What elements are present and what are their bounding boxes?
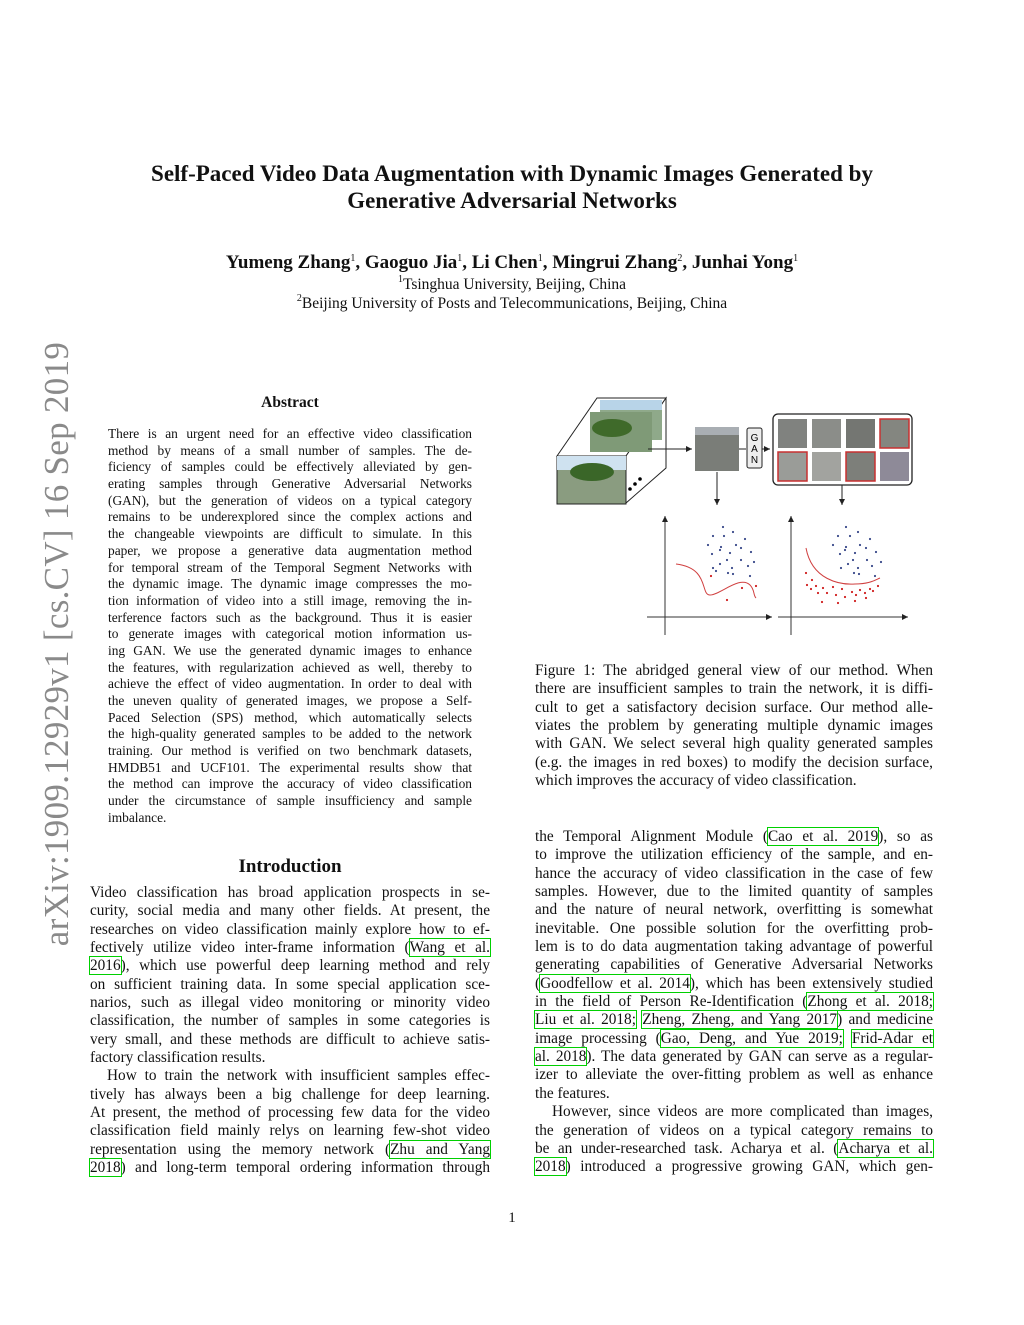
scatter-point	[732, 573, 734, 575]
scatter-point	[707, 544, 709, 546]
citation-link[interactable]: Gao, Deng, and Yue 2019;	[660, 1029, 843, 1047]
scatter-point	[826, 592, 828, 594]
text-segment: ) and long-term temporal ordering information through	[120, 1159, 490, 1177]
text-line	[108, 710, 472, 727]
citation-link[interactable]: 2018	[90, 1159, 121, 1177]
affiliation-text: Beijing University of Posts and Telecommunications, Beijing, China	[301, 295, 728, 312]
text-line	[535, 754, 933, 772]
text-segment: How to train the network with insufficient samples effec-	[107, 1067, 490, 1085]
scatter-point	[749, 575, 751, 577]
text-segment: Video classification has broad application prospects in se-	[90, 884, 490, 901]
text-line	[108, 426, 472, 443]
text-segment: the features, with regularization achieved as well, thereby to	[108, 659, 472, 675]
text-line	[535, 1066, 933, 1084]
generated-images-panel	[773, 414, 912, 485]
scatter-point	[839, 553, 841, 555]
scatter-point	[722, 526, 724, 528]
text-line	[90, 994, 490, 1012]
text-segment: Figure 1: The abridged general view of our method. When	[535, 662, 933, 679]
text-segment: tively has always been a big challenge for deep learning.	[90, 1085, 490, 1103]
scatter-point	[865, 547, 867, 549]
text-line	[108, 459, 472, 476]
text-line	[535, 680, 933, 698]
scatter-point	[744, 538, 746, 540]
text-line	[535, 920, 933, 938]
decision-plot-before	[647, 516, 772, 635]
author-name: Gaoguo Jia	[364, 252, 458, 273]
text-segment: tion information of video into a still image, removing the in-	[108, 592, 472, 608]
text-line	[535, 993, 933, 1011]
text-line	[90, 1159, 490, 1177]
citation-link[interactable]: Zheng, Zheng, and Yang 2017	[642, 1011, 838, 1029]
citation-link[interactable]: 2018	[535, 1158, 566, 1176]
text-line	[90, 902, 490, 920]
scatter-point	[817, 592, 819, 594]
text-segment: with GAN. We select several high quality generated samples	[535, 735, 933, 753]
scatter-point	[851, 591, 853, 593]
scatter-point	[852, 559, 854, 561]
text-line	[535, 865, 933, 883]
text-line	[108, 593, 472, 610]
text-segment: ), so as	[878, 828, 933, 845]
decision-plot-after	[778, 516, 908, 635]
text-line	[108, 660, 472, 677]
text-line	[90, 1049, 490, 1067]
author-name: Junhai Yong	[691, 252, 794, 273]
text-line	[108, 610, 472, 627]
text-segment: classification, the number of samples in some categories is	[90, 1012, 490, 1030]
text-segment: method by means of a small number of samples. The de-	[108, 442, 472, 458]
scatter-point	[849, 535, 851, 537]
scatter-point	[837, 535, 839, 537]
author	[692, 252, 798, 273]
selected-sample-box	[880, 419, 909, 448]
affiliation-mark: 2	[296, 293, 302, 304]
text-line	[108, 693, 472, 710]
text-line	[535, 735, 933, 753]
affiliation	[0, 276, 1024, 294]
scatter-point	[727, 572, 729, 574]
citation-link[interactable]: Wang et al.	[409, 939, 490, 957]
scatter-point	[715, 570, 717, 572]
text-segment: under the circumstance of sample insufficiency and sample	[108, 793, 472, 809]
text-segment: ing GAN. We use the generated dynamic images to enhance	[108, 642, 472, 658]
scatter-point	[723, 535, 725, 537]
figure-1-diagram	[540, 390, 930, 650]
text-segment: factory classification results.	[90, 1049, 266, 1067]
scatter-point	[735, 544, 737, 546]
scatter-point	[753, 561, 755, 563]
video-frames-cube	[557, 398, 666, 504]
text-segment: ) and medicine	[837, 1011, 933, 1029]
text-line	[535, 1011, 933, 1029]
text-line	[108, 810, 472, 827]
text-segment: training. Our method is verified on two benchmark datasets,	[108, 743, 472, 759]
text-line	[535, 1158, 933, 1176]
text-segment: achieve the effect of video augmentation. In order to deal with	[108, 676, 472, 692]
text-line	[535, 1122, 933, 1140]
text-segment: the features.	[535, 1084, 610, 1102]
text-line	[108, 776, 472, 793]
text-segment: Paced Selection (SPS) method, which automatically selects	[108, 709, 472, 725]
text-segment: the dynamic image. The dynamic image compresses the mo-	[108, 576, 472, 592]
scatter-point	[712, 535, 714, 537]
scatter-point	[869, 538, 871, 540]
text-segment: ). The data generated by GAN can serve as a regular-	[586, 1048, 933, 1066]
text-segment: (GAN), but the generation of videos on a typical category	[108, 492, 472, 508]
citation-link[interactable]: Frid-Adar et	[851, 1029, 934, 1047]
citation-link[interactable]: 2016	[90, 957, 121, 975]
text-segment: However, since videos are more complicated than images,	[552, 1103, 933, 1121]
scatter-point	[845, 546, 847, 548]
text-line	[90, 1067, 490, 1085]
selected-sample-box	[778, 452, 807, 481]
scatter-point	[845, 526, 847, 528]
paper-title	[0, 160, 1024, 214]
scatter-point	[711, 553, 713, 555]
citation-link[interactable]: Acharya et al.	[838, 1139, 934, 1157]
scatter-point	[811, 579, 813, 581]
scatter-point	[712, 567, 714, 569]
scatter-point	[726, 559, 728, 561]
scatter-point	[837, 602, 839, 604]
scatter-point	[805, 572, 807, 574]
text-segment: inevitable. One possible solution for the overfitting prob-	[535, 919, 933, 937]
abstract-heading: Abstract	[261, 394, 319, 411]
text-segment: the high-quality generated samples to be added to the network	[108, 726, 472, 742]
scatter-point	[872, 590, 874, 592]
scatter-point	[821, 601, 823, 603]
text-line	[535, 717, 933, 735]
text-line	[108, 493, 472, 510]
gan-letter: N	[750, 455, 759, 466]
text-line	[90, 1122, 490, 1140]
text-line	[535, 938, 933, 956]
scatter-point	[847, 563, 849, 565]
text-line	[108, 526, 472, 543]
text-segment: which improves the accuracy of video classification.	[535, 772, 857, 790]
text-line	[108, 476, 472, 493]
text-segment: imbalance.	[108, 809, 167, 825]
text-segment: representation using the memory network (	[90, 1140, 391, 1158]
scatter-point	[835, 594, 837, 596]
text-line	[535, 1140, 933, 1158]
text-line	[90, 921, 490, 939]
text-segment: ) introduced a progressive growing GAN, which gen-	[565, 1158, 933, 1176]
scatter-point	[822, 587, 824, 589]
text-segment: to improve the utilization efficiency of the sample, and en-	[535, 846, 933, 864]
title-line: Generative Adversarial Networks	[347, 188, 677, 213]
scatter-point	[710, 575, 712, 577]
text-segment: very small, and these methods are difficult to achieve satis-	[90, 1030, 490, 1048]
scatter-point	[864, 592, 866, 594]
text-segment: ), which use powerful deep learning method and rely	[120, 957, 490, 975]
selected-sample-box	[846, 452, 875, 481]
text-segment: classification field mainly relys on learning few-shot video	[90, 1122, 490, 1140]
text-segment: At present, the method of processing few data for the video	[90, 1104, 490, 1122]
scatter-point	[880, 561, 882, 563]
text-line	[90, 976, 490, 994]
scatter-point	[719, 549, 721, 551]
title-line: Self-Paced Video Data Augmentation with Dynamic Images Generated by	[151, 161, 873, 186]
text-line	[535, 662, 933, 680]
text-line	[108, 626, 472, 643]
text-line	[108, 726, 472, 743]
scatter-point	[806, 584, 808, 586]
citation-link[interactable]: Goodfellow et al. 2014	[540, 974, 690, 992]
text-line	[108, 676, 472, 693]
right-column-body	[535, 828, 933, 1177]
author-affiliation-mark: 1	[793, 253, 799, 264]
text-line	[108, 543, 472, 560]
scatter-point	[841, 588, 843, 590]
scatter-point	[720, 546, 722, 548]
text-segment: samples. However, due to the limited quantity of samples	[535, 883, 933, 901]
text-line	[90, 939, 490, 957]
scatter-point	[875, 551, 877, 553]
scatter-point	[869, 588, 871, 590]
scatter-point	[726, 599, 728, 601]
figure-1-caption	[535, 662, 933, 790]
scatter-point	[877, 585, 879, 587]
text-segment: image processing (	[535, 1029, 661, 1047]
scatter-point	[832, 544, 834, 546]
scatter-point	[858, 573, 860, 575]
text-line	[108, 760, 472, 777]
text-line	[90, 1104, 490, 1122]
text-segment: the generation of videos on a typical category remains to	[535, 1121, 933, 1139]
scatter-point	[871, 565, 873, 567]
introduction-heading: Introduction	[238, 856, 342, 877]
text-segment: (	[535, 974, 541, 992]
text-line	[535, 901, 933, 919]
text-segment: be an under-researched task. Acharya et al. (	[535, 1139, 839, 1157]
text-line	[535, 828, 933, 846]
text-segment: cult to get a satisfactory decision surface. Our method alle-	[535, 698, 933, 716]
citation-link[interactable]: Cao et al. 2019	[767, 828, 879, 845]
text-line	[90, 884, 490, 902]
arxiv-identifier-stamp: arXiv:1909.12929v1 [cs.CV] 16 Sep 2019	[37, 341, 76, 947]
text-segment: erating samples through Generative Adversarial Networks	[108, 476, 472, 492]
text-line	[90, 1086, 490, 1104]
scatter-point	[747, 565, 749, 567]
text-line	[108, 560, 472, 577]
scatter-point	[859, 544, 861, 546]
text-segment: viates the problem by generating multiple dynamic images	[535, 717, 933, 735]
gan-letter: A	[751, 444, 758, 455]
author: Gaoguo Jia$^1$,	[364, 252, 472, 273]
author: Yumeng Zhang$^1$,	[225, 252, 365, 273]
text-segment: curity, social media and many other fields. At present, the	[90, 902, 490, 920]
author-list	[0, 252, 1024, 274]
text-segment: ), which has been extensively studied	[689, 974, 933, 992]
text-segment: terference factors such as the background. Thus it is easier	[108, 609, 472, 625]
text-line	[108, 509, 472, 526]
scatter-point	[755, 585, 757, 587]
text-segment: fectively utilize video inter-frame information (	[90, 939, 410, 957]
text-line	[535, 846, 933, 864]
text-line	[535, 956, 933, 974]
text-segment: the changeable viewpoints are difficult to simulate. In this	[108, 526, 472, 542]
text-segment: HMDB51 and UCF101. The experimental results show that	[108, 759, 472, 775]
scatter-point	[853, 572, 855, 574]
affiliation-mark: 1	[397, 274, 403, 285]
text-segment: (e.g. the images in red boxes) to modify the decision surface,	[535, 753, 933, 771]
introduction-body	[90, 884, 490, 1178]
scatter-point	[740, 547, 742, 549]
author-affiliation-mark: 2	[677, 253, 683, 264]
text-segment: generating capabilities of Generative Adversarial Networks	[535, 956, 933, 974]
text-line	[90, 1031, 490, 1049]
text-segment: the Temporal Alignment Module (	[535, 828, 768, 845]
author-affiliation-mark: 1	[350, 253, 356, 264]
text-line	[90, 1141, 490, 1159]
affiliation-text: Tsinghua University, Beijing, China	[402, 276, 627, 293]
author-name: Li Chen	[471, 252, 538, 273]
text-line	[108, 643, 472, 660]
scatter-point	[832, 586, 834, 588]
scatter-point	[855, 594, 857, 596]
text-segment: narios, such as illegal video monitoring or minority video	[90, 994, 490, 1012]
text-line	[90, 957, 490, 975]
scatter-point	[854, 600, 856, 602]
scatter-point	[859, 589, 861, 591]
scatter-point	[844, 549, 846, 551]
author-name: Yumeng Zhang	[225, 252, 351, 273]
affiliation	[0, 295, 1024, 313]
author: Li Chen$^1$,	[471, 252, 553, 273]
author-affiliation-mark: 1	[537, 253, 543, 264]
scatter-point	[866, 559, 868, 561]
author-affiliation-mark: 1	[457, 253, 463, 264]
text-segment: in the field of Person Re-Identification (	[535, 993, 808, 1011]
scatter-point	[729, 552, 731, 554]
text-line	[535, 883, 933, 901]
scatter-point	[732, 531, 734, 533]
text-segment: There is an urgent need for an effective video classification	[108, 426, 472, 441]
abstract-body	[108, 426, 472, 827]
text-line	[535, 772, 933, 790]
scatter-point	[857, 567, 859, 569]
text-line	[108, 743, 472, 760]
scatter-point	[844, 596, 846, 598]
scatter-point	[740, 559, 742, 561]
text-segment	[843, 1030, 852, 1047]
scatter-point	[719, 563, 721, 565]
text-line	[535, 1103, 933, 1121]
text-segment: the uneven quality of generated images, we propose a Self-	[108, 693, 472, 708]
text-line	[108, 576, 472, 593]
author-name: Mingrui Zhang	[552, 252, 678, 273]
scatter-point	[840, 567, 842, 569]
scatter-point	[857, 531, 859, 533]
citation-link[interactable]: Zhu and Yang	[390, 1140, 490, 1158]
text-segment: for temporal stream of the Temporal Segment Networks with	[108, 559, 472, 575]
text-line	[90, 1012, 490, 1030]
text-line	[535, 1030, 933, 1048]
text-segment: lem is to do data augmentation taking advantage of powerful	[535, 938, 933, 956]
text-line	[108, 793, 472, 810]
page-number: 1	[508, 1210, 516, 1226]
citation-link[interactable]: Zhong et al. 2018;	[807, 993, 933, 1011]
gan-letter: G	[750, 433, 759, 444]
scatter-point	[741, 587, 743, 589]
citation-link[interactable]: al. 2018	[535, 1048, 587, 1066]
text-line	[535, 699, 933, 717]
scatter-point	[815, 585, 817, 587]
text-segment: and the nature of neural network, overfitting is somewhat	[535, 901, 933, 919]
text-line	[535, 975, 933, 993]
text-segment: ficiency of samples could be effectively alleviated by gen-	[108, 459, 472, 475]
scatter-point	[810, 588, 812, 590]
text-segment: paper, we propose a generative data augmentation method	[108, 542, 472, 558]
scatter-point	[731, 567, 733, 569]
text-segment: researches on video classification mainly explore how to ef-	[90, 920, 490, 938]
scatter-point	[865, 597, 867, 599]
text-segment: on sufficient training data. In some special application sce-	[90, 975, 490, 993]
text-segment: izer to alleviate the over-fitting problem as well as enhance	[535, 1066, 933, 1084]
citation-link[interactable]: Liu et al. 2018;	[535, 1011, 636, 1029]
text-segment: there are insufficient samples to train the network, it is diffi-	[535, 680, 933, 698]
scatter-point	[750, 551, 752, 553]
scatter-point	[874, 575, 876, 577]
scatter-point	[854, 552, 856, 554]
text-segment: remains to be underexplored since the complex actions and	[108, 509, 472, 525]
text-segment: hance the accuracy of video classification in the case of few	[535, 864, 933, 882]
method-overview-illustration	[540, 390, 930, 650]
text-line	[535, 1048, 933, 1066]
text-line	[108, 443, 472, 460]
text-line	[535, 1085, 933, 1103]
author: Mingrui Zhang$^2$,	[552, 252, 692, 273]
text-segment: to generate images with categorical motion information us-	[108, 626, 472, 642]
text-segment: the method can improve the accuracy of video classification	[108, 776, 472, 792]
